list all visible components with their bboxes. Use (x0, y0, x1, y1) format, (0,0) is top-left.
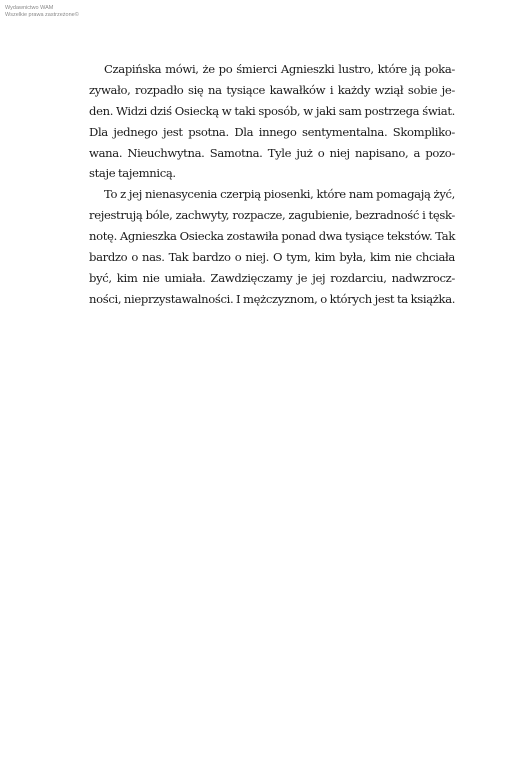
text-line: bardzo o nas. Tak bardzo o niej. O tym, kim była, kim nie chciała (89, 250, 455, 265)
text-line: notę. Agnieszka Osiecka zostawiła ponad dwa tysiące tekstów. Tak (89, 229, 455, 244)
text-line: Dla jednego jest psotna. Dla innego sentymentalna. Skompliko- (89, 124, 455, 139)
text-line: staje tajemnicą. (89, 166, 176, 181)
text-line: Czapińska mówi, że po śmierci Agnieszki lustro, które ją poka- (104, 62, 455, 76)
text-line: ności, nieprzystawalności. I mężczyznom, o których jest ta książka. (89, 291, 456, 306)
publisher-watermark (5, 5, 79, 19)
text-line: den. Widzi dziś Osiecką w taki sposób, w jaki sam postrzega świat. (89, 103, 455, 118)
paragraph (89, 184, 455, 309)
rights-notice: Wszelkie prawa zastrzeżone© (5, 12, 79, 18)
text-line: rejestrują bóle, zachwyty, rozpacze, zagubienie, bezradność i tęsk- (89, 208, 455, 223)
book-text-body (89, 59, 455, 310)
paragraph (89, 59, 455, 184)
text-line: To z jej nienasycenia czerpią piosenki, które nam pomagają żyć, (104, 187, 455, 202)
publisher-name: Wydawnictwo WAM (5, 5, 54, 11)
text-line: zywało, rozpadło się na tysiące kawałków i każdy wziął sobie je- (89, 82, 455, 97)
text-line: być, kim nie umiała. Zawdzięczamy je jej rozdarciu, nadwzrocz- (89, 270, 455, 285)
text-line: wana. Nieuchwytna. Samotna. Tyle już o niej napisano, a pozo- (89, 145, 455, 160)
